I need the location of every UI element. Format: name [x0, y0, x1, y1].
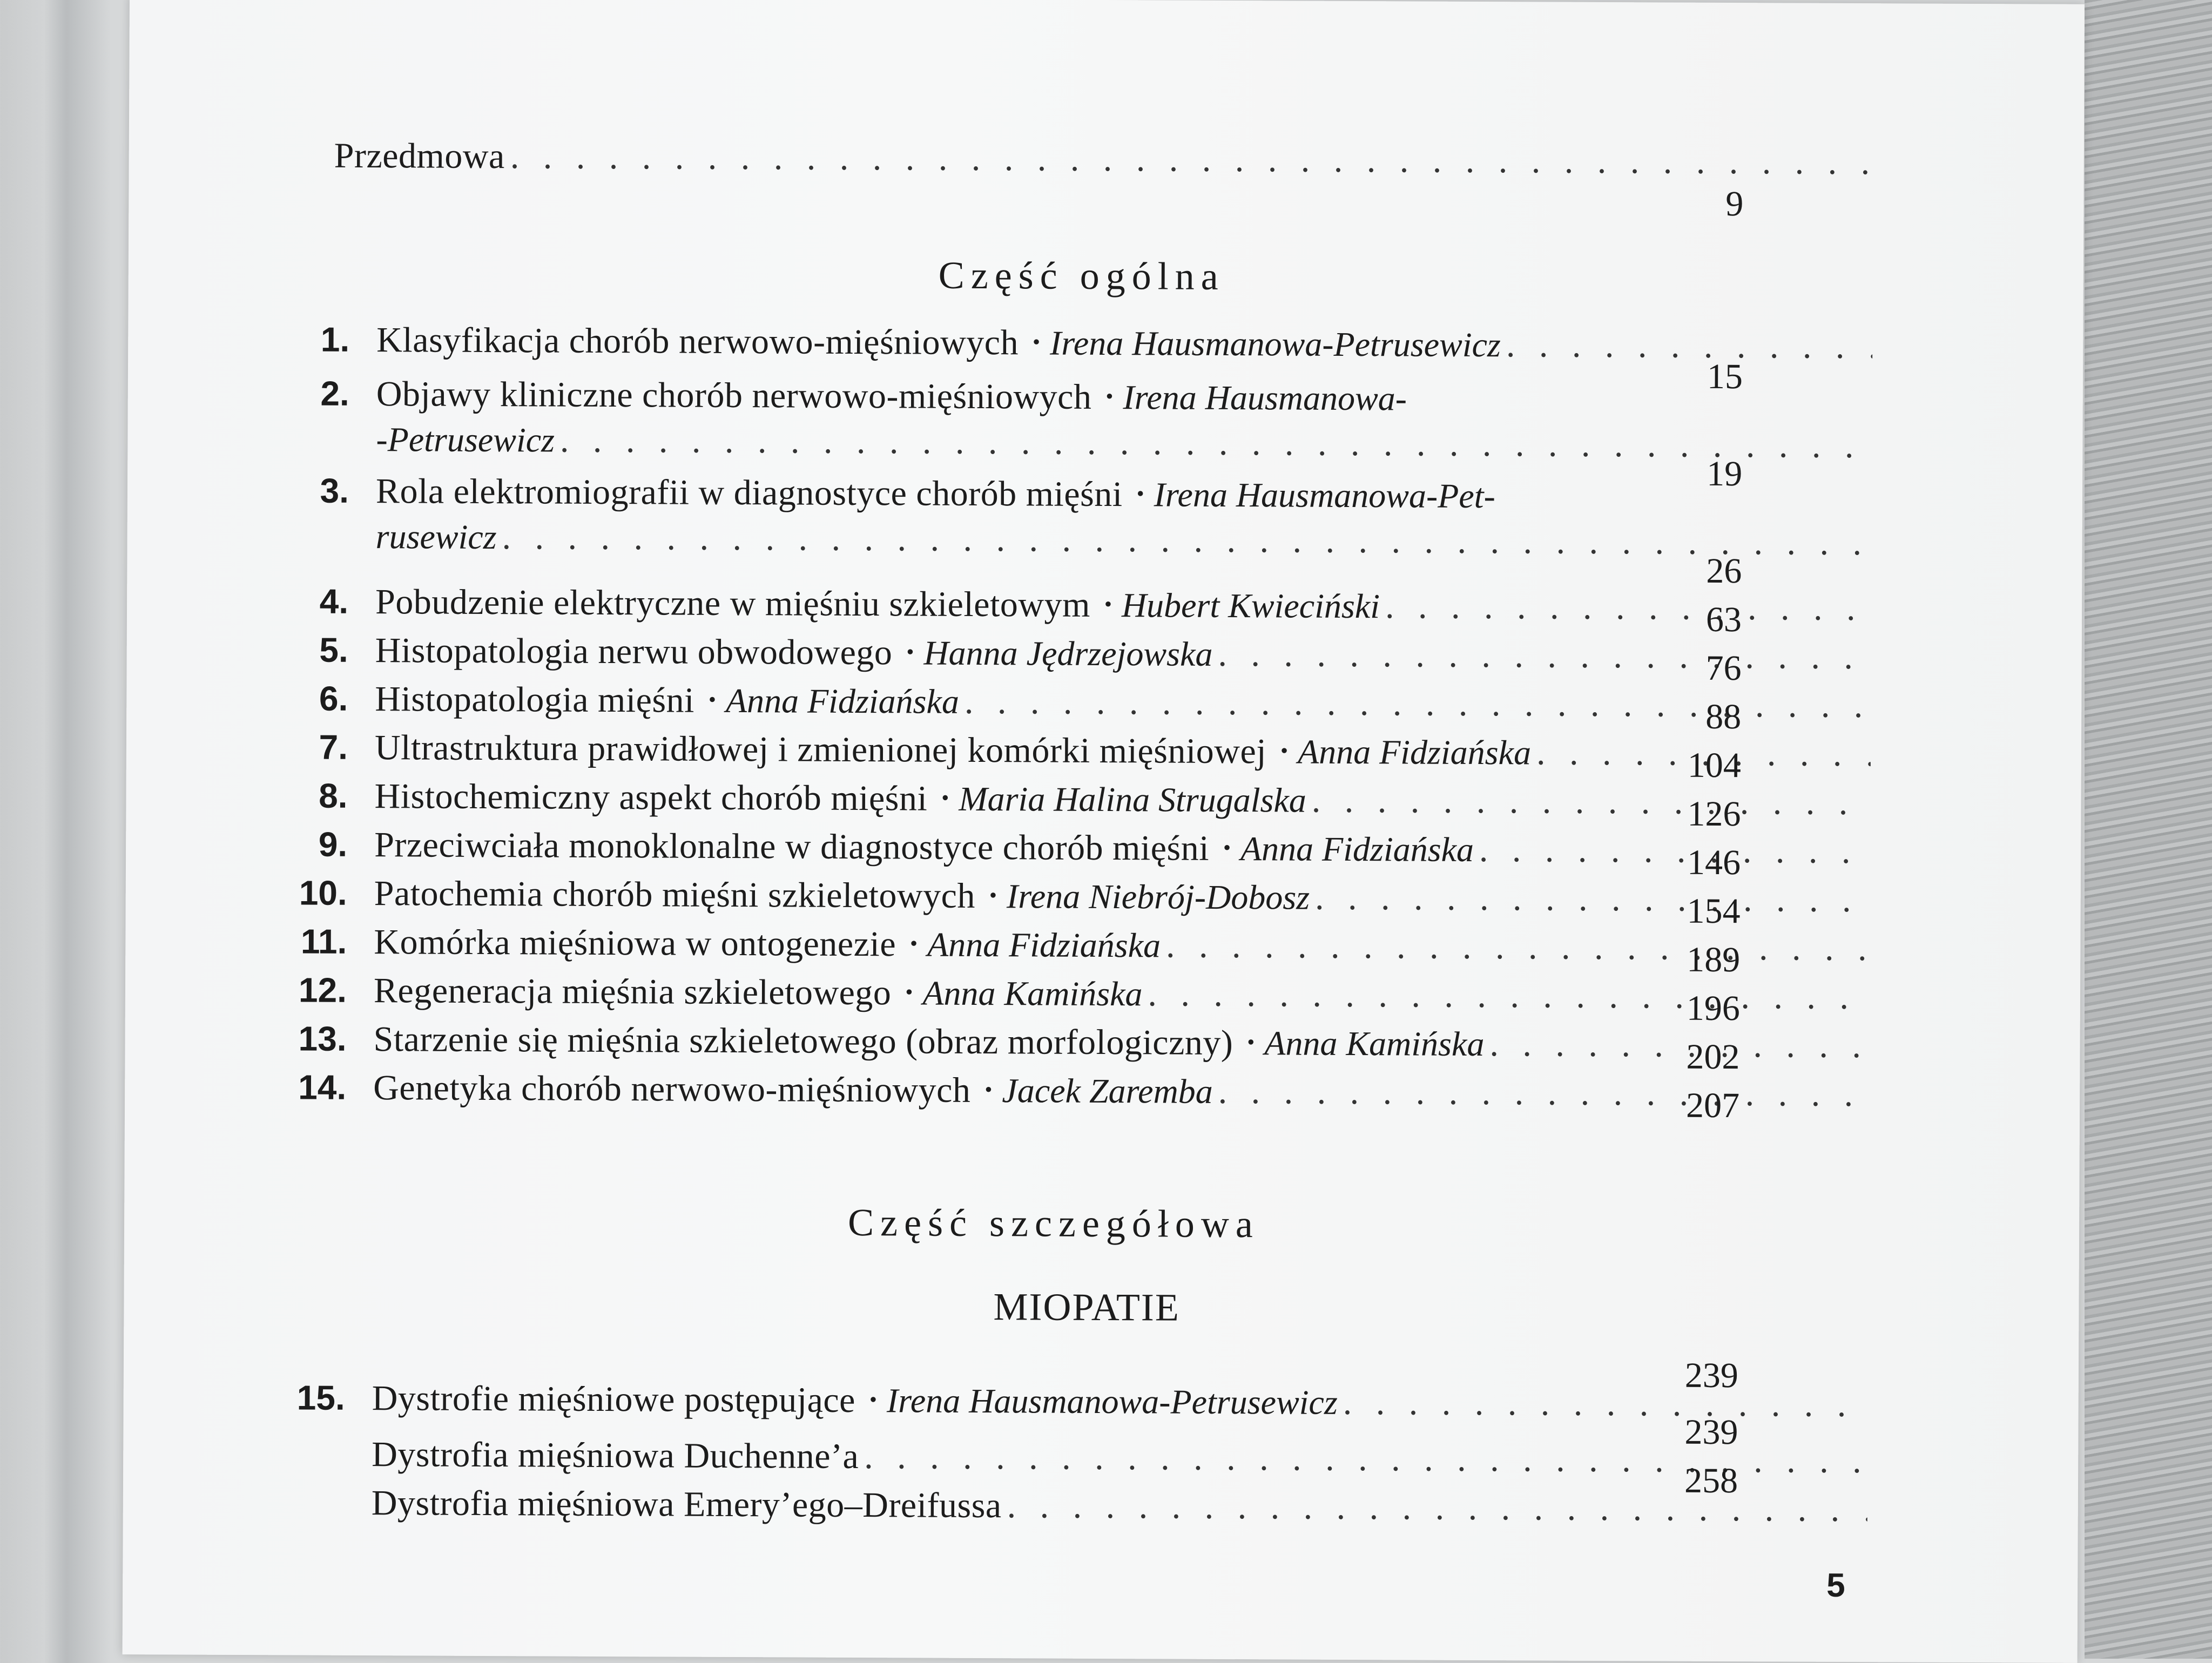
toc-entry [268, 317, 1878, 373]
entry-page: 26 [1706, 551, 1742, 591]
entry-title: Rola elektromiografii w diagnostyce chorób mięśni [375, 471, 1123, 515]
entry-number: 3. [320, 471, 349, 510]
leader-dots [1315, 876, 1870, 922]
entry-author: Hubert Kwieciński [1121, 586, 1380, 626]
leader-dots [1007, 1484, 1867, 1531]
toc-entry [265, 1065, 1874, 1120]
entry-author: Irena Hausmanowa-Pet- [1154, 475, 1496, 516]
entry-page: 126 [1687, 794, 1741, 834]
entry-author-continuation: rusewicz [375, 517, 497, 557]
leader-dots [1489, 1023, 1869, 1067]
entry-author: Anna Kamińska [1264, 1024, 1485, 1064]
entry-number: 8. [319, 776, 348, 815]
entry-title: Histochemiczny aspekt chorób mięśni [374, 776, 928, 819]
entry-author: Irena Niebrój-Dobosz [1006, 877, 1310, 917]
toc-entry [266, 920, 1875, 975]
entry-number: 13. [298, 1019, 347, 1058]
entry-title: Klasyfikacja chorób nerwowo-mięśniowych [376, 320, 1019, 363]
entry-title: Komórka mięśniowa w ontogenezie [374, 922, 896, 964]
entry-title: Regeneracja mięśnia szkieletowego [373, 971, 892, 1013]
entry-page: 88 [1705, 697, 1742, 737]
subentry-title: Dystrofia mięśniowa Emery’ego–Dreifussa [371, 1483, 1002, 1526]
bullet-icon: • [910, 931, 918, 956]
entry-page: 207 [1685, 1085, 1740, 1126]
section-heading-detailed: Część szczegółowa [847, 1200, 1260, 1246]
bullet-icon: • [1104, 591, 1112, 617]
book-page [123, 0, 2085, 1663]
entry-title: Patochemia chorób mięśni szkieletowych [374, 874, 976, 916]
preface-entry [334, 134, 1879, 184]
entry-title: Dystrofie mięśniowe postępujące [372, 1378, 856, 1420]
folio-number: 5 [1826, 1566, 1845, 1604]
bullet-icon: • [906, 639, 914, 664]
entry-title: Starzenie się mięśnia szkieletowego (obraz morfologiczny) [373, 1019, 1233, 1063]
toc-entry [267, 725, 1876, 780]
entry-page: 189 [1687, 939, 1741, 980]
entry-title: Histopatologia mięśni [375, 679, 695, 720]
toc-entry-continuation [376, 418, 1877, 468]
bullet-icon: • [869, 1387, 878, 1412]
entry-author: Anna Fidziańska [1240, 829, 1474, 869]
entry-author: Anna Fidziańska [1297, 732, 1532, 772]
entry-author: Irena Hausmanowa-Petrusewicz [1049, 323, 1501, 364]
entry-number: 1. [320, 320, 350, 359]
entry-title: Genetyka chorób nerwowo-mięśniowych [373, 1068, 971, 1110]
entry-number: 9. [318, 824, 348, 864]
entry-page: 63 [1705, 599, 1742, 640]
entry-author: Jacek Zaremba [1002, 1071, 1213, 1111]
bullet-icon: • [1280, 738, 1289, 763]
subentry-title: Dystrofia mięśniowa Duchenne’a [372, 1435, 859, 1477]
leader-dots [1218, 1070, 1870, 1116]
bullet-icon: • [1105, 383, 1114, 409]
entry-author: Irena Hausmanowa- [1123, 378, 1407, 418]
bullet-icon: • [1223, 835, 1231, 860]
bullet-icon: • [1136, 481, 1144, 506]
leader-dots [1148, 972, 1870, 1019]
toc-entry [266, 774, 1876, 829]
entry-number: 4. [319, 582, 349, 621]
subheading-miopatie: MIOPATIE [993, 1285, 1181, 1329]
subentry-page: 239 [1684, 1412, 1738, 1452]
entry-author-continuation: -Petrusewicz [376, 420, 555, 459]
leader-dots [1343, 1381, 1868, 1427]
toc-subentry [372, 1433, 1873, 1483]
entry-page: 202 [1686, 1037, 1740, 1077]
entry-page: 239 [1684, 1355, 1739, 1396]
toc-entry [267, 579, 1877, 634]
preface-title: Przedmowa [334, 136, 505, 177]
entry-page: 154 [1687, 891, 1741, 931]
entry-number: 5. [319, 630, 348, 670]
toc-entry [266, 871, 1876, 926]
subentry-page: 258 [1684, 1461, 1738, 1501]
entry-page: 15 [1707, 356, 1743, 397]
bullet-icon: • [989, 883, 997, 908]
entry-title: Pobudzenie elektryczne w mięśniu szkieletowym [375, 582, 1091, 625]
leader-dots [510, 135, 1873, 184]
bullet-icon: • [708, 687, 717, 712]
toc-entry-continuation [375, 515, 1877, 565]
entry-page: 76 [1705, 648, 1742, 688]
section-heading-general: Część ogólna [938, 253, 1225, 298]
entry-page: 19 [1707, 454, 1743, 494]
leader-dots [1312, 779, 1871, 825]
entry-page: 196 [1686, 988, 1741, 1029]
leader-dots [1166, 924, 1870, 970]
entry-number: 15. [296, 1378, 345, 1417]
entry-number: 12. [298, 970, 347, 1010]
toc-entry [265, 1017, 1874, 1072]
toc-subentry [372, 1482, 1873, 1531]
leader-dots [560, 419, 1872, 468]
background-surface [2085, 0, 2212, 1659]
entry-title: Histopatologia nerwu obwodowego [375, 631, 893, 673]
entry-number: 14. [298, 1067, 347, 1107]
leader-dots [1506, 323, 1873, 368]
toc-entry [266, 968, 1875, 1023]
preface-page: 9 [1725, 184, 1744, 224]
entry-number: 11. [300, 922, 347, 961]
bullet-icon: • [905, 979, 913, 1004]
entry-author: Anna Fidziańska [927, 925, 1161, 965]
leader-dots [502, 516, 1871, 565]
entry-number: 2. [320, 374, 349, 413]
entry-number: 7. [319, 727, 348, 767]
entry-page: 146 [1687, 842, 1741, 883]
bullet-icon: • [1032, 329, 1041, 354]
entry-author: Maria Halina Strugalska [959, 779, 1307, 820]
toc-entry [267, 628, 1877, 683]
toc-entry [266, 822, 1876, 877]
entry-author: Anna Kamińska [922, 974, 1143, 1013]
table-of-contents [123, 0, 2085, 1663]
entry-title: Przeciwciała monoklonalne w diagnostyce chorób mięśni [374, 825, 1210, 868]
entry-number: 10. [299, 873, 347, 912]
toc-entry [264, 1376, 1873, 1431]
leader-dots [1479, 828, 1870, 873]
bullet-icon: • [941, 785, 949, 810]
entry-author: Irena Hausmanowa-Petrusewicz [886, 1381, 1338, 1422]
entry-title: Ultrastruktura prawidłowej i zmienionej komórki mięśniowej [374, 728, 1267, 772]
entry-author: Anna Fidziańska [725, 681, 960, 721]
entry-page: 104 [1687, 745, 1741, 786]
toc-entry [267, 677, 1876, 732]
bullet-icon: • [1247, 1030, 1255, 1054]
entry-title: Objawy kliniczne chorób nerwowo-mięśniowych [376, 374, 1092, 417]
bullet-icon: • [984, 1077, 993, 1102]
leader-dots [1385, 585, 1871, 630]
entry-number: 6. [319, 679, 348, 718]
leader-dots [1218, 633, 1871, 679]
entry-author: Hanna Jędrzejowska [923, 633, 1213, 673]
